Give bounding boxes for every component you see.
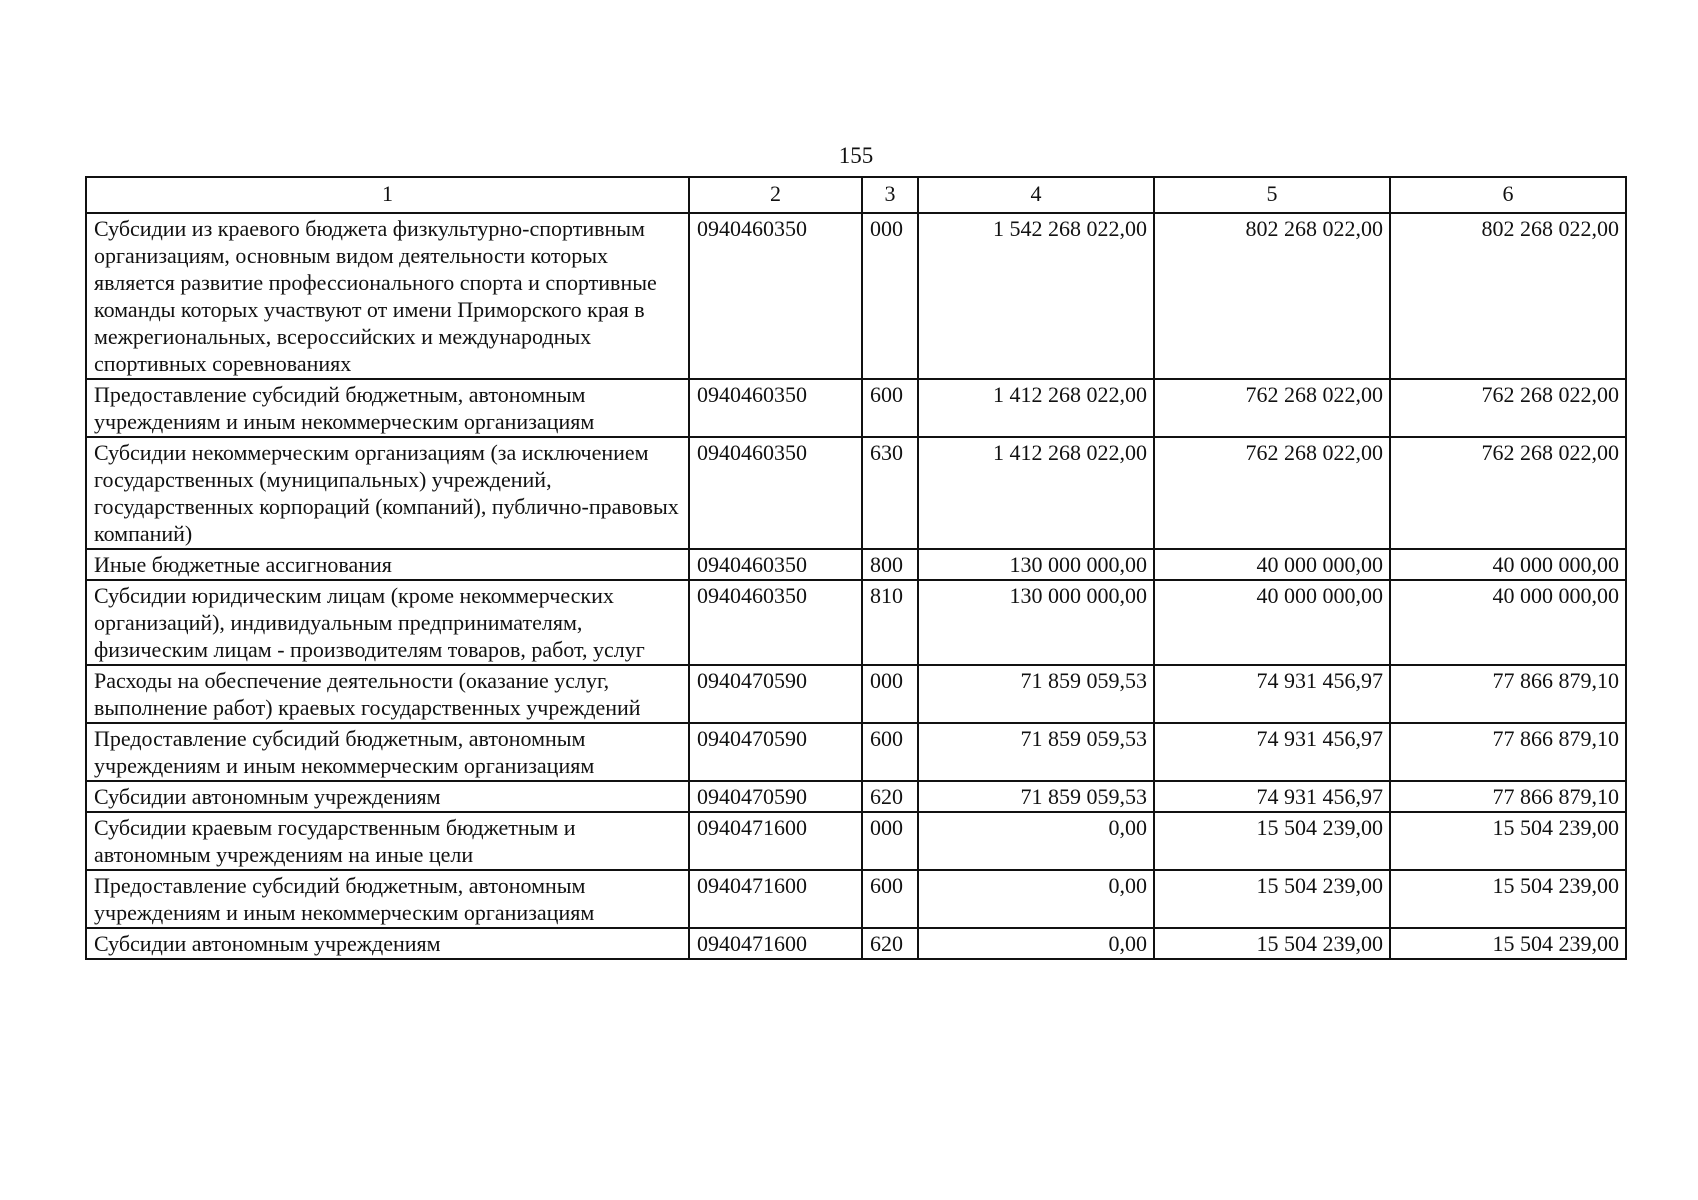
table-body (86, 213, 1626, 959)
header-cell: 1 (86, 177, 689, 213)
amount-col6-cell: 40 000 000,00 (1390, 549, 1626, 580)
amount-col5-cell: 40 000 000,00 (1154, 580, 1390, 665)
amount-col6-cell: 15 504 239,00 (1390, 928, 1626, 959)
amount-col6-cell: 15 504 239,00 (1390, 812, 1626, 870)
header-row (86, 177, 1626, 213)
target-code-cell: 0940470590 (689, 781, 862, 812)
amount-col5-cell: 74 931 456,97 (1154, 781, 1390, 812)
expense-kind-cell: 600 (862, 379, 918, 437)
table-row (86, 812, 1626, 870)
row-name-cell: Субсидии юридическим лицам (кроме некоммерческих организаций), индивидуальным предпринимателям, физическим лицам - производителям товаров, работ, услуг (86, 580, 689, 665)
row-name-cell: Предоставление субсидий бюджетным, автономным учреждениям и иным некоммерческим организациям (86, 723, 689, 781)
target-code-cell: 0940460350 (689, 379, 862, 437)
row-name-cell: Предоставление субсидий бюджетным, автономным учреждениям и иным некоммерческим организациям (86, 379, 689, 437)
table-row (86, 665, 1626, 723)
amount-col4-cell: 0,00 (918, 870, 1154, 928)
amount-col6-cell: 762 268 022,00 (1390, 379, 1626, 437)
amount-col5-cell: 15 504 239,00 (1154, 870, 1390, 928)
header-cell: 2 (689, 177, 862, 213)
amount-col6-cell: 762 268 022,00 (1390, 437, 1626, 549)
amount-col5-cell: 74 931 456,97 (1154, 723, 1390, 781)
target-code-cell: 0940471600 (689, 870, 862, 928)
amount-col5-cell: 40 000 000,00 (1154, 549, 1390, 580)
row-name-cell: Субсидии из краевого бюджета физкультурно-спортивным организациям, основным видом деятельности которых является развитие профессионального спорта и спортивные команды которых участвуют от имени Приморского края в межрегиональных, всероссийских и международных спортивных соревнованиях (86, 213, 689, 379)
header-cell: 6 (1390, 177, 1626, 213)
header-cell: 4 (918, 177, 1154, 213)
target-code-cell: 0940460350 (689, 213, 862, 379)
row-name-cell: Предоставление субсидий бюджетным, автономным учреждениям и иным некоммерческим организациям (86, 870, 689, 928)
amount-col6-cell: 77 866 879,10 (1390, 665, 1626, 723)
amount-col6-cell: 40 000 000,00 (1390, 580, 1626, 665)
header-cell: 5 (1154, 177, 1390, 213)
row-name-cell: Субсидии некоммерческим организациям (за исключением государственных (муниципальных) учреждений, государственных корпораций (компаний), публично-правовых компаний) (86, 437, 689, 549)
expense-kind-cell: 000 (862, 213, 918, 379)
table-row (86, 213, 1626, 379)
amount-col6-cell: 77 866 879,10 (1390, 781, 1626, 812)
amount-col4-cell: 1 412 268 022,00 (918, 379, 1154, 437)
amount-col6-cell: 802 268 022,00 (1390, 213, 1626, 379)
amount-col5-cell: 762 268 022,00 (1154, 437, 1390, 549)
amount-col4-cell: 1 542 268 022,00 (918, 213, 1154, 379)
amount-col5-cell: 74 931 456,97 (1154, 665, 1390, 723)
table-row (86, 723, 1626, 781)
expense-kind-cell: 000 (862, 665, 918, 723)
expense-kind-cell: 620 (862, 781, 918, 812)
amount-col5-cell: 802 268 022,00 (1154, 213, 1390, 379)
expense-kind-cell: 000 (862, 812, 918, 870)
expense-kind-cell: 810 (862, 580, 918, 665)
amount-col4-cell: 130 000 000,00 (918, 580, 1154, 665)
amount-col4-cell: 71 859 059,53 (918, 781, 1154, 812)
table-row (86, 870, 1626, 928)
table-row (86, 549, 1626, 580)
expense-kind-cell: 620 (862, 928, 918, 959)
target-code-cell: 0940460350 (689, 580, 862, 665)
page-number: 155 (838, 143, 874, 168)
header-cell: 3 (862, 177, 918, 213)
expense-kind-cell: 600 (862, 723, 918, 781)
expense-kind-cell: 630 (862, 437, 918, 549)
amount-col4-cell: 71 859 059,53 (918, 665, 1154, 723)
target-code-cell: 0940460350 (689, 549, 862, 580)
amount-col4-cell: 1 412 268 022,00 (918, 437, 1154, 549)
amount-col4-cell: 71 859 059,53 (918, 723, 1154, 781)
row-name-cell: Расходы на обеспечение деятельности (оказание услуг, выполнение работ) краевых государственных учреждений (86, 665, 689, 723)
target-code-cell: 0940471600 (689, 812, 862, 870)
target-code-cell: 0940460350 (689, 437, 862, 549)
amount-col6-cell: 77 866 879,10 (1390, 723, 1626, 781)
budget-table (85, 176, 1627, 960)
target-code-cell: 0940470590 (689, 665, 862, 723)
target-code-cell: 0940471600 (689, 928, 862, 959)
row-name-cell: Иные бюджетные ассигнования (86, 549, 689, 580)
amount-col5-cell: 15 504 239,00 (1154, 928, 1390, 959)
amount-col5-cell: 762 268 022,00 (1154, 379, 1390, 437)
amount-col4-cell: 130 000 000,00 (918, 549, 1154, 580)
amount-col4-cell: 0,00 (918, 812, 1154, 870)
table-row (86, 379, 1626, 437)
table-row (86, 580, 1626, 665)
row-name-cell: Субсидии автономным учреждениям (86, 781, 689, 812)
row-name-cell: Субсидии краевым государственным бюджетным и автономным учреждениям на иные цели (86, 812, 689, 870)
table-row (86, 437, 1626, 549)
row-name-cell: Субсидии автономным учреждениям (86, 928, 689, 959)
table-row (86, 928, 1626, 959)
table-row (86, 781, 1626, 812)
amount-col4-cell: 0,00 (918, 928, 1154, 959)
amount-col5-cell: 15 504 239,00 (1154, 812, 1390, 870)
target-code-cell: 0940470590 (689, 723, 862, 781)
amount-col6-cell: 15 504 239,00 (1390, 870, 1626, 928)
expense-kind-cell: 800 (862, 549, 918, 580)
expense-kind-cell: 600 (862, 870, 918, 928)
